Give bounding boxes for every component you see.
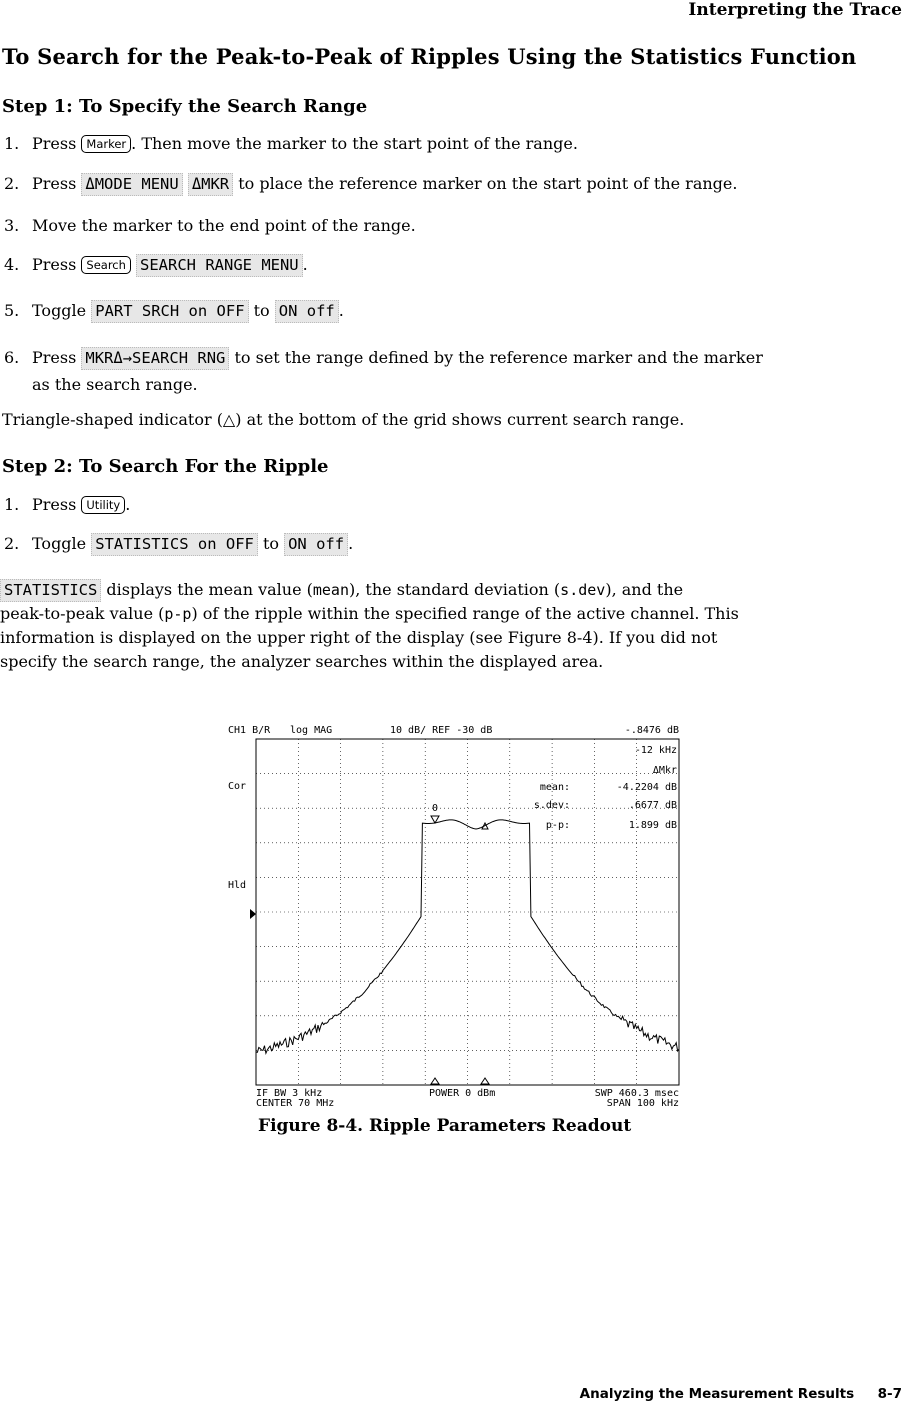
search-range-end-icon bbox=[481, 1078, 489, 1084]
step1-item-6-cont: as the search range. bbox=[32, 375, 198, 394]
mean-label: mean: bbox=[539, 782, 570, 793]
item-text: . bbox=[302, 255, 308, 274]
item-text: . bbox=[348, 534, 354, 553]
item-number: 1. bbox=[4, 134, 20, 153]
sdev-value: .6677 dB bbox=[628, 800, 677, 811]
step1-item-3 bbox=[4, 214, 416, 238]
statistics-softkey: STATISTICS bbox=[0, 579, 101, 602]
on-off-softkey: ON off bbox=[275, 300, 339, 323]
item-number: 4. bbox=[4, 255, 20, 274]
utility-hardkey: Utility bbox=[81, 496, 125, 514]
item-number: 5. bbox=[4, 301, 20, 320]
marker-hardkey: Marker bbox=[81, 135, 131, 153]
item-text: Press bbox=[32, 348, 82, 367]
item-text: Press bbox=[32, 174, 82, 193]
item-number: 1. bbox=[4, 495, 20, 514]
item-text: Toggle bbox=[32, 534, 92, 553]
on-off-softkey: ON off bbox=[284, 533, 348, 556]
sweep-time-label: SWP 460.3 msec bbox=[594, 1088, 679, 1099]
ifbw-label: IF BW 3 kHz bbox=[256, 1088, 323, 1099]
item-text: Press bbox=[32, 134, 82, 153]
hld-label: Hld bbox=[228, 880, 247, 891]
step1-item-5 bbox=[4, 299, 344, 323]
analyzer-screen-figure bbox=[222, 718, 692, 1112]
format-label: log MAG bbox=[290, 725, 333, 736]
item-text: Toggle bbox=[32, 301, 92, 320]
trace-line bbox=[256, 820, 679, 1053]
item-text: to place the reference marker on the start point of the range. bbox=[233, 174, 738, 193]
item-text: to set the range defined by the reference marker and the marker bbox=[229, 348, 763, 367]
marker-value: -.8476 dB bbox=[624, 725, 679, 736]
item-number: 3. bbox=[4, 216, 20, 235]
step1-heading: Step 1: To Specify the Search Range bbox=[2, 96, 368, 117]
pp-label: p-p: bbox=[545, 820, 570, 831]
step2-item-1 bbox=[4, 493, 130, 517]
item-text: . bbox=[125, 495, 131, 514]
mean-value: -4.2204 dB bbox=[616, 782, 677, 793]
item-text: . Then move the marker to the start point of the range. bbox=[131, 134, 578, 153]
delta-mkr-softkey: ΔMKR bbox=[188, 173, 233, 196]
power-label: POWER 0 dBm bbox=[429, 1088, 496, 1099]
scale-label: 10 dB/ REF -30 dB bbox=[390, 725, 493, 736]
marker-frequency: -12 kHz bbox=[634, 745, 677, 756]
item-number: 6. bbox=[4, 348, 20, 367]
span-label: SPAN 100 kHz bbox=[606, 1098, 679, 1109]
item-text: . bbox=[338, 301, 344, 320]
item-text: Press bbox=[32, 495, 82, 514]
search-range-start-icon bbox=[431, 1078, 439, 1084]
figure-caption: Figure 8-4. Ripple Parameters Readout bbox=[258, 1116, 632, 1136]
channel-label: CH1 B/R bbox=[228, 725, 271, 736]
para-text: displays the mean value ( bbox=[101, 580, 313, 599]
mkr-search-rng-softkey: MKRΔ→SEARCH RNG bbox=[81, 347, 229, 370]
para-line-2 bbox=[0, 602, 900, 626]
para-line-1 bbox=[0, 578, 900, 602]
para-line-3: information is displayed on the upper right of the display (see Figure 8-4). If you did not bbox=[0, 628, 718, 647]
grid bbox=[256, 739, 679, 1085]
cor-label: Cor bbox=[228, 781, 247, 792]
step1-note: Triangle-shaped indicator (△) at the bottom of the grid shows current search range. bbox=[2, 410, 685, 429]
page-footer: Analyzing the Measurement Results 8-7 bbox=[579, 1386, 902, 1402]
pp-value: 1.899 dB bbox=[628, 820, 677, 831]
part-srch-softkey: PART SRCH on OFF bbox=[91, 300, 248, 323]
item-text: Move the marker to the end point of the range. bbox=[32, 216, 416, 235]
step1-item-6 bbox=[4, 346, 763, 370]
marker-zero-label: 0 bbox=[431, 803, 439, 814]
pp-code: p-p bbox=[164, 605, 192, 623]
item-number: 2. bbox=[4, 174, 20, 193]
center-label: CENTER 70 MHz bbox=[256, 1098, 335, 1109]
step1-item-4 bbox=[4, 253, 308, 277]
step2-item-2 bbox=[4, 532, 353, 556]
sdev-label: s.dev: bbox=[533, 800, 570, 811]
search-hardkey: Search bbox=[81, 256, 131, 274]
statistics-paragraph bbox=[0, 578, 900, 674]
step1-item-2 bbox=[4, 172, 737, 196]
search-range-menu-softkey: SEARCH RANGE MENU bbox=[136, 254, 303, 277]
running-head: Interpreting the Trace bbox=[688, 0, 902, 20]
item-number: 2. bbox=[4, 534, 20, 553]
para-text: ) of the ripple within the specified range of the active channel. This bbox=[191, 604, 739, 623]
sdev-code: s.dev bbox=[560, 581, 606, 599]
section-title: To Search for the Peak-to-Peak of Ripples Using the Statistics Function bbox=[2, 44, 857, 69]
delta-mode-menu-softkey: ΔMODE MENU bbox=[81, 173, 182, 196]
para-line-4: specify the search range, the analyzer searches within the displayed area. bbox=[0, 652, 604, 671]
para-text: ), and the bbox=[605, 580, 684, 599]
item-text: to bbox=[257, 534, 285, 553]
statistics-softkey: STATISTICS on OFF bbox=[91, 533, 258, 556]
step1-item-1 bbox=[4, 132, 578, 156]
item-text: Press bbox=[32, 255, 82, 274]
delta-mkr-label: ΔMkr bbox=[652, 765, 677, 776]
para-text: ), the standard deviation ( bbox=[349, 580, 561, 599]
reference-pointer-icon bbox=[250, 909, 256, 919]
mean-code: mean bbox=[312, 581, 349, 599]
step2-heading: Step 2: To Search For the Ripple bbox=[2, 456, 329, 477]
para-text: peak-to-peak value ( bbox=[0, 604, 165, 623]
item-text: to bbox=[248, 301, 275, 320]
